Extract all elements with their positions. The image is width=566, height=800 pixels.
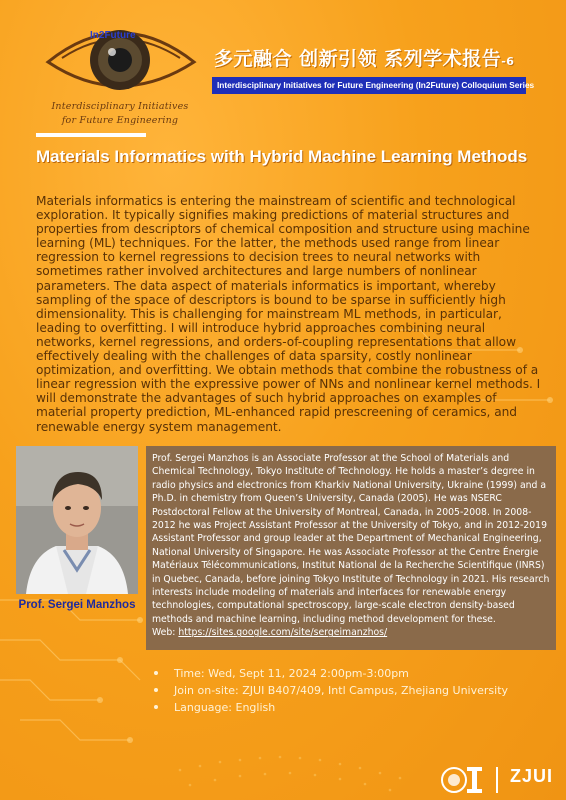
event-details <box>150 665 508 716</box>
speaker-portrait-image <box>16 446 138 594</box>
event-location <box>150 682 508 699</box>
speaker-web-link[interactable]: https://sites.google.com/site/sergeimanzhos/ <box>178 627 388 639</box>
talk-abstract: Materials informatics is entering the mainstream of scientific and technological exploration. It typically signifies making predictions of material structures and properties from descriptors of chemical composition and structure using machine learning (ML) techniques. For the latter, the methods used range from linear regression to kernel regressions to decision trees to neural networks with sometimes rather involved architectures and large numbers of nonlinear parameters. The data aspect of materials informatics is important, whereby sampling of the space of descriptors is bound to be sparse in sufficiently high dimensionality. This is challenging for mainstream ML methods, in particular, leading to overfitting. I will introduce hybrid approaches combining neural networks, kernel regressions, and orders-of-coupling representations that allow effectively dealing with the challenges of data sparsity, costly nonlinear optimization, and overfitting. We obtain methods that combine the robustness of a linear regression with the expressive power of NNs and nonlinear kernel methods. I will demonstrate the advantages of such hybrid approaches on examples of material property prediction, ML-enhanced rapid prescreening of ceramics, and renewable energy system management. <box>36 194 541 434</box>
talk-title: Materials Informatics with Hybrid Machine Learning Methods <box>36 147 528 166</box>
event-language-text: Language: English <box>174 701 276 714</box>
event-time-text: Time: Wed, Sept 11, 2024 2:00pm-3:00pm <box>174 667 409 680</box>
speaker-web-label: Web: <box>152 627 179 639</box>
speaker-photo <box>16 446 138 594</box>
logo-subtitle <box>50 100 190 128</box>
speaker-web <box>152 626 550 639</box>
series-english-title: Interdisciplinary Initiatives for Future Engineering (In2Future) Colloquium Series <box>212 77 526 94</box>
event-location-text: Join on-site: ZJUI B407/409, Intl Campus, Zhejiang University <box>174 684 509 697</box>
zjui-logo-text: ZJUI <box>510 766 554 786</box>
illinois-logo-icon <box>472 769 477 791</box>
speaker-name: Prof. Sergei Manzhos <box>18 599 136 611</box>
event-time <box>150 665 508 682</box>
series-number: -6 <box>501 55 515 68</box>
event-language <box>150 699 508 716</box>
in2future-logo <box>40 14 200 104</box>
bullet-icon <box>154 705 158 709</box>
bullet-icon <box>154 671 158 675</box>
title-accent-bar <box>36 133 146 137</box>
bullet-icon <box>154 688 158 692</box>
logo-subtitle-line2: for Future Engineering <box>61 115 179 126</box>
logo-badge: In2Future <box>90 30 136 41</box>
logo-subtitle-line1: Interdisciplinary Initiatives <box>51 101 189 112</box>
speaker-bio: Prof. Sergei Manzhos is an Associate Professor at the School of Materials and Chemical Technology, Tokyo Institute of Technology. He holds a master’s degree in radio physics and electronics from Kharkiv National University, Ukraine (1999) and a Ph.D. in chemistry from Queen’s University, Canada (2005). He was NSERC Postdoctoral Fellow at the University of Montreal, Canada, in 2005-2008. In 2008-2012 he was Project Assistant Professor at the University of Tokyo, and in 2012-2019 Assistant Professor and group leader at the Department of Mechanical Engineering, National University of Singapore. He was Associate Professor at the Centre Énergie Matériaux Télécommunications, Institut National de la Recherche Scientifique (INRS) in Quebec, Canada, before joining Tokyo Institute of Technology in 2021. His research interests include modeling of materials and interfaces for renewable energy technologies, computational spectroscopy, large-scale electron density-based methods and machine learning, including method development for these. <box>152 453 550 625</box>
speaker-bio-box <box>146 446 556 650</box>
series-chinese-title-text: 多元融合 创新引领 系列学术报告 <box>214 48 502 70</box>
series-chinese-title <box>214 44 514 71</box>
